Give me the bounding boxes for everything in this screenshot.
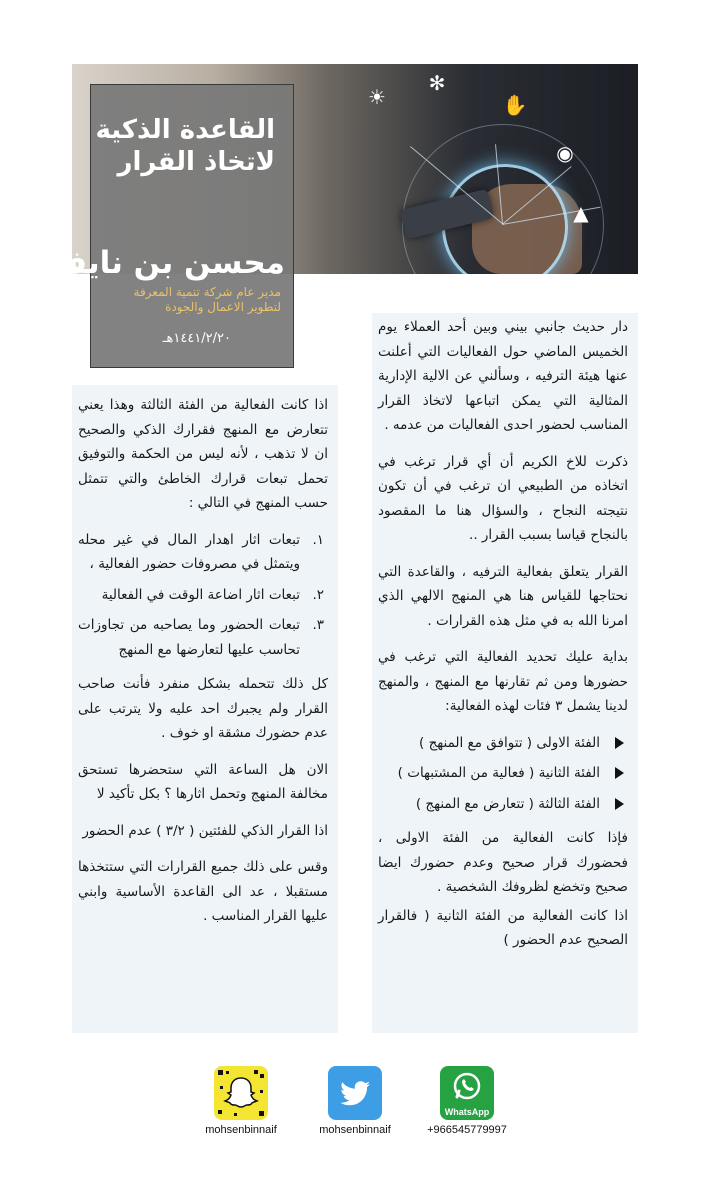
category-item <box>378 761 628 786</box>
title-line-2: لاتخاذ القرار <box>117 147 275 177</box>
snapchat-icon[interactable] <box>214 1066 268 1120</box>
paragraph: ذكرت للاخ الكريم أن أي قرار ترغب في اتخاذه من الطبيعي ان ترغب في أن تكون نتيجته النجاح ، والسؤال هنا ما المقصود بالنجاح قياسا بسبب القرار .. <box>378 453 628 543</box>
paragraph: دار حديث جانبي بيني وبين أحد العملاء يوم الخميس الماضي حول الفعاليات التي أعلنت عنها هيئة الترفيه ، وسألني عن الالية الإدارية المثالية التي يمكن اتباعها لاتخاذ القرار المناسب لحضور احدى الفعاليات من عدمه . <box>378 319 628 433</box>
consequence-item <box>78 528 328 577</box>
paragraph: فإذا كانت الفعالية من الفئة الاولى ، فحضورك قرار صحيح وعدم حضورك ايضا صحيح وتخضع لظروفك الشخصية . <box>378 830 628 895</box>
title-box <box>51 84 294 368</box>
whatsapp-badge-text: WhatsApp <box>444 1107 490 1117</box>
paragraph: وقس على ذلك جميع القرارات التي ستتخذها مستقبلا ، عد الى القاعدة الأساسية وابني عليها القرار المناسب . <box>78 859 328 924</box>
chart-icon: ▲ <box>573 201 589 225</box>
paragraph: الان هل الساعة التي ستحضرها تستحق مخالفة المنهج وتحمل اثارها ؟ بكل تأكيد لا <box>78 761 328 802</box>
category-text: الفئة الثالثة ( تتعارض مع المنهج ) <box>415 795 600 812</box>
twitter-handle: mohsenbinnaif <box>319 1124 391 1136</box>
item-number: ٣. <box>312 617 324 633</box>
paragraph: بداية عليك تحديد الفعالية التي ترغب في حضورها ومن ثم تقارنها مع المنهج ، والمنهج لدينا يشمل ٣ فئات لهذه الفعالية: <box>378 649 628 714</box>
right-column <box>372 313 638 1033</box>
globe-icon: ◉ <box>556 141 574 165</box>
category-item <box>378 731 628 756</box>
twitter-icon[interactable] <box>328 1066 382 1120</box>
author-role-line-1: مدير عام شركة تنمية المعرفة <box>133 285 281 299</box>
category-list <box>378 731 628 817</box>
whatsapp-icon[interactable] <box>440 1066 494 1120</box>
left-column <box>72 385 338 1033</box>
category-item <box>378 792 628 817</box>
handshake-icon: ✋ <box>502 93 528 117</box>
item-text: تبعات اثار اضاعة الوقت في الفعالية <box>101 586 300 603</box>
paragraph: اذا كانت الفعالية من الفئة الثالثة وهذا يعني تتعارض مع المنهج فقرارك الذكي والصحيح ان لا تذهب ، لأنه ليس من الحكمة والتوفيق تحمل تبعات قرارك الخاطئ والتي تتمثل حسب المنهج في التالي : <box>78 397 328 511</box>
category-text: الفئة الثانية ( فعالية من المشتبهات ) <box>397 765 600 781</box>
consequence-item <box>78 583 328 608</box>
snapchat-contact[interactable] <box>186 1066 296 1136</box>
item-number: ٢. <box>312 586 324 603</box>
lightbulb-icon: ☀ <box>368 85 386 109</box>
item-text: تبعات اثار اهدار المال في غير محله ويتمثل في مصروفات حضور الفعالية ، <box>78 531 300 572</box>
item-text: تبعات الحضور وما يصاحبه من تجاوزات تحاسب عليها لتعارضها مع المنهج <box>78 617 300 658</box>
triangle-bullet-icon <box>615 767 624 779</box>
category-text: الفئة الاولى ( تتوافق مع المنهج ) <box>419 734 600 751</box>
consequence-item <box>78 613 328 662</box>
triangle-bullet-icon <box>615 737 624 749</box>
triangle-bullet-icon <box>615 798 624 810</box>
snapchat-handle: mohsenbinnaif <box>205 1124 277 1136</box>
whatsapp-number: +966545779997 <box>427 1124 507 1136</box>
paragraph: القرار يتعلق بفعالية الترفيه ، والقاعدة التي نحتاجها للقياس هنا هي المنهج الالهي الذي امرنا الله به في مثل هذه القرارات . <box>378 563 628 629</box>
paragraph: كل ذلك تتحمله بشكل منفرد فأنت صاحب القرار ولم يجبرك احد عليه ولا يترتب على عدم حضورك مشقة او خوف . <box>78 676 328 741</box>
paragraph: اذا القرار الذكي للفئتين ( ٣/٢ ) عدم الحضور <box>82 822 328 839</box>
author-name: محسن بن نايف <box>51 245 285 281</box>
article-date: ١٤٤١/٢/٢٠هـ <box>162 331 231 346</box>
twitter-contact[interactable] <box>300 1066 410 1136</box>
brain-icon: ✻ <box>428 71 446 95</box>
consequences-list <box>78 528 328 663</box>
author-role-line-2: لتطوير الاعمال والجودة <box>165 300 281 314</box>
paragraph: اذا كانت الفعالية من الفئة الثانية ( فالقرار الصحيح عدم الحضور ) <box>378 907 628 948</box>
whatsapp-contact[interactable] <box>412 1066 522 1136</box>
item-number: ١. <box>312 531 324 548</box>
title-line-1: القاعدة الذكية <box>95 115 275 145</box>
author-role <box>101 285 281 315</box>
